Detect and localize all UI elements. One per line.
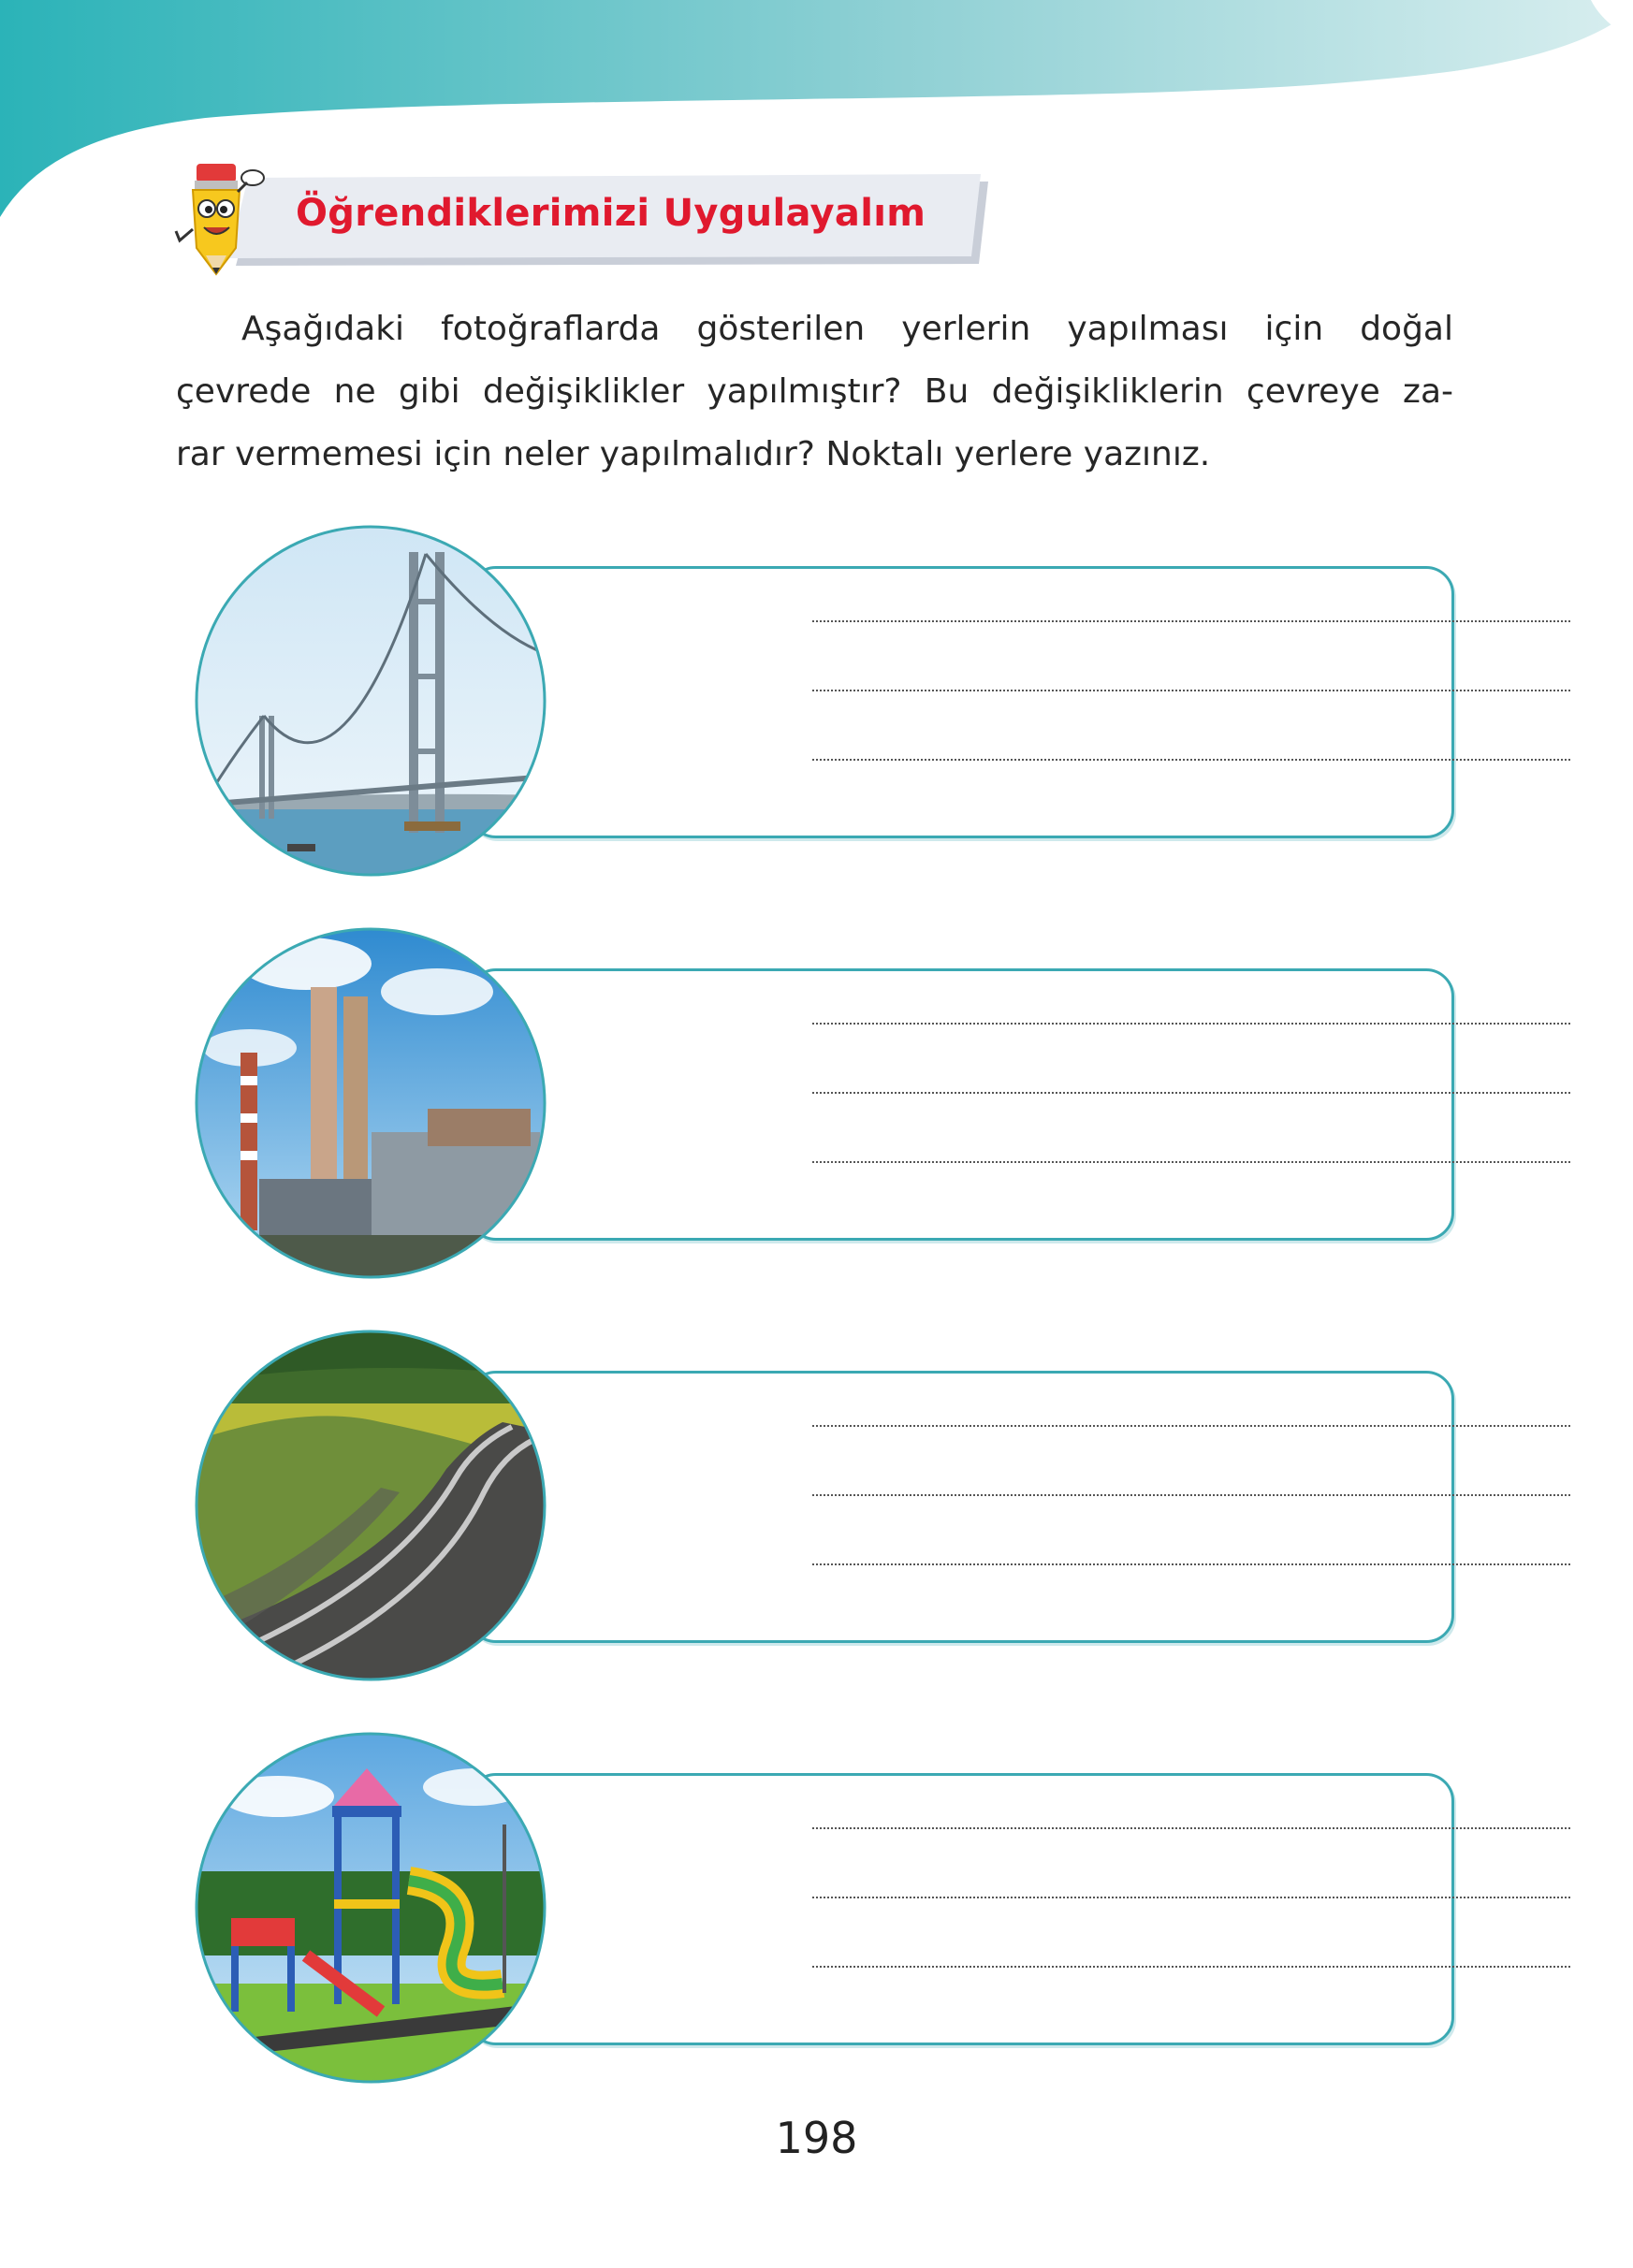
instruction-line: rar vermemesi için neler yapılmalıdır? Noktalı yerlere yazınız.: [176, 435, 1211, 473]
answer-line[interactable]: [812, 1494, 1570, 1496]
answer-box: [468, 1773, 1454, 2045]
pencil-mascot-icon: [167, 154, 270, 281]
answer-line[interactable]: [812, 1023, 1570, 1025]
answer-line[interactable]: [812, 1425, 1570, 1427]
activity-row-bridge: [187, 524, 1460, 889]
playground-photo: [194, 1731, 547, 2085]
answer-line[interactable]: [812, 1563, 1570, 1565]
answer-box: [468, 1371, 1454, 1643]
activity-row-railway: [187, 1329, 1460, 1694]
answer-line[interactable]: [812, 1092, 1570, 1094]
activity-row-playground: [187, 1731, 1460, 2096]
instruction-line: Aşağıdaki fotoğraflarda gösterilen yerlerin yapılması için doğal: [241, 310, 1453, 348]
answer-line[interactable]: [812, 1897, 1570, 1898]
instruction-line: çevrede ne gibi değişiklikler yapılmıştır? Bu değişikliklerin çevreye za-: [176, 372, 1453, 411]
answer-line[interactable]: [812, 1966, 1570, 1968]
instructions-paragraph: [176, 298, 1453, 486]
answer-line[interactable]: [812, 1827, 1570, 1829]
answer-box: [468, 566, 1454, 838]
answer-line[interactable]: [812, 620, 1570, 622]
answer-line[interactable]: [812, 690, 1570, 691]
bridge-photo: [194, 524, 547, 878]
page-number: 198: [775, 2113, 858, 2163]
railway-photo: [194, 1329, 547, 1682]
answer-line[interactable]: [812, 1161, 1570, 1163]
section-title: Öğrendiklerimizi Uygulayalım: [296, 192, 926, 235]
answer-line[interactable]: [812, 759, 1570, 761]
answer-box: [468, 968, 1454, 1241]
power-plant-photo: [194, 926, 547, 1280]
activity-row-power-plant: [187, 926, 1460, 1291]
